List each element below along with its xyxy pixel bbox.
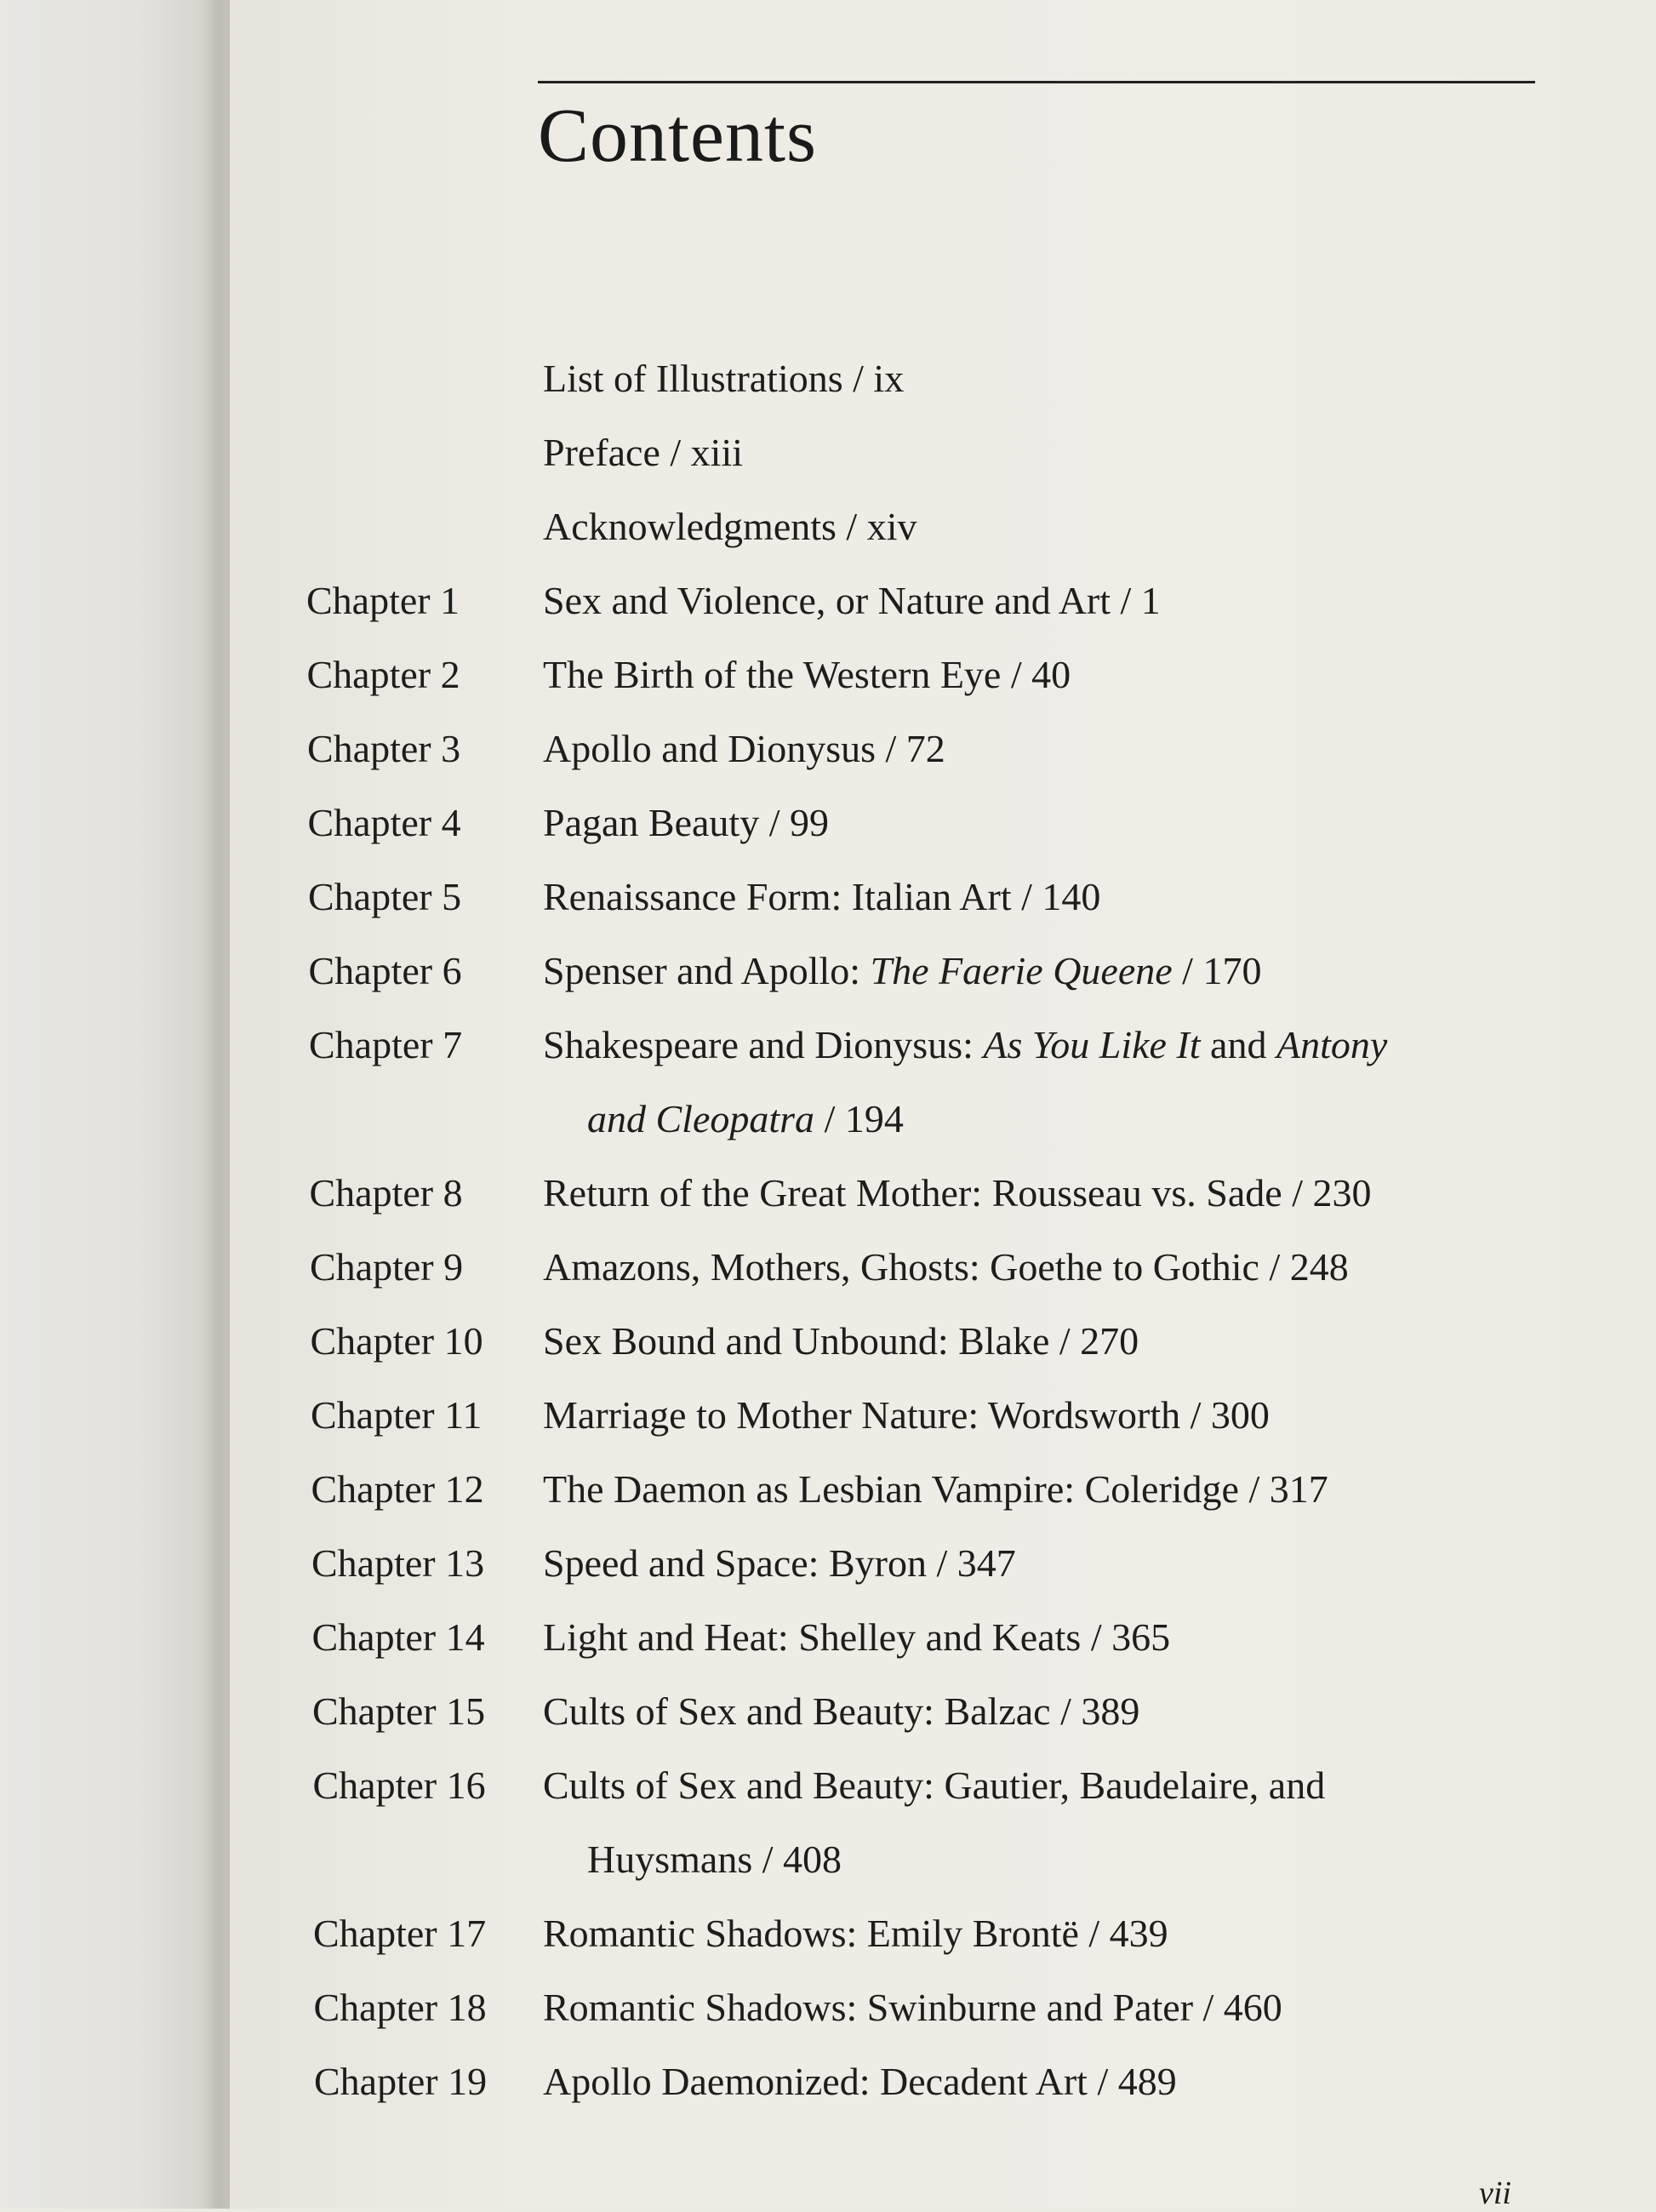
- chapter-number: Chapter 2: [306, 653, 460, 696]
- entry-text: Apollo Daemonized: Decadent Art / 489: [543, 2060, 1177, 2103]
- chapter-number: Chapter 12: [311, 1467, 484, 1511]
- entry-text: Light and Heat: Shelley and Keats / 365: [543, 1615, 1171, 1659]
- chapter-title: [543, 1320, 1139, 1363]
- chapter-title: [543, 1172, 1371, 1215]
- page: [230, 0, 1656, 2209]
- entry-text: Sex Bound and Unbound: Blake / 270: [543, 1319, 1139, 1363]
- chapter-number: Chapter 1: [306, 579, 460, 622]
- entry-text: Shakespeare and Dionysus:: [543, 1023, 984, 1066]
- entry-text: Apollo and Dionysus / 72: [543, 727, 945, 770]
- entry-text: The Daemon as Lesbian Vampire: Coleridge / 317: [543, 1467, 1328, 1511]
- chapter-title: [543, 1764, 1325, 1808]
- chapter-title: [543, 876, 1100, 919]
- chapter-title: [543, 1912, 1168, 1956]
- chapter-number: Chapter 15: [312, 1689, 486, 1733]
- entry-text: Speed and Space: Byron / 347: [543, 1541, 1016, 1585]
- entry-text: Romantic Shadows: Emily Brontë / 439: [543, 1912, 1168, 1955]
- entry-text: / 170: [1172, 949, 1262, 992]
- chapter-number: Chapter 5: [308, 875, 462, 918]
- chapter-number: Chapter 19: [314, 2060, 488, 2103]
- entry-title-italic: and Cleopatra: [587, 1097, 815, 1140]
- entry-title-italic: The Faerie Queene: [870, 949, 1173, 992]
- entry-text: Spenser and Apollo:: [543, 949, 871, 992]
- chapter-title: [543, 580, 1161, 623]
- page-title: Contents: [538, 94, 818, 178]
- entry-text: Sex and Violence, or Nature and Art / 1: [543, 579, 1161, 622]
- front-matter-item: Preface / xiii: [543, 431, 744, 474]
- entry-text: / 194: [814, 1097, 904, 1140]
- chapter-title: [543, 728, 945, 771]
- chapter-title: [543, 1616, 1170, 1660]
- chapter-title: [543, 1468, 1328, 1512]
- gutter-shadow: [197, 0, 231, 2209]
- chapter-number: Chapter 9: [310, 1245, 464, 1289]
- entry-text: Cults of Sex and Beauty: Gautier, Baudelaire, and: [543, 1763, 1326, 1807]
- chapter-number: Chapter 10: [310, 1319, 483, 1363]
- header-rule: [538, 81, 1535, 83]
- entry-title-italic: Antony: [1276, 1023, 1388, 1066]
- front-matter-item: Acknowledgments / xiv: [543, 505, 917, 548]
- chapter-number: Chapter 14: [311, 1615, 485, 1659]
- entry-title-italic: As You Like It: [983, 1023, 1201, 1066]
- chapter-title: [543, 1394, 1270, 1438]
- chapter-number: Chapter 7: [309, 1023, 463, 1066]
- entry-text: Pagan Beauty / 99: [543, 801, 829, 844]
- chapter-title: [543, 2061, 1177, 2104]
- entry-text: and: [1200, 1023, 1276, 1066]
- chapter-number: Chapter 13: [311, 1541, 485, 1585]
- entry-text: Marriage to Mother Nature: Wordsworth / 300: [543, 1393, 1270, 1437]
- chapter-title: [543, 802, 829, 845]
- entry-text: Renaissance Form: Italian Art / 140: [543, 875, 1101, 918]
- entry-text: Huysmans / 408: [587, 1838, 842, 1881]
- page-number: vii: [1479, 2175, 1511, 2211]
- chapter-title: [543, 1024, 1387, 1067]
- chapter-title: [543, 1690, 1139, 1734]
- chapter-title-continuation: [587, 1098, 904, 1141]
- chapter-number: Chapter 6: [308, 949, 462, 992]
- chapter-title: [543, 950, 1261, 993]
- chapter-number: Chapter 16: [312, 1763, 486, 1807]
- chapter-title: [543, 1542, 1016, 1586]
- book-gutter: [0, 0, 230, 2209]
- entry-text: Cults of Sex and Beauty: Balzac / 389: [543, 1689, 1140, 1733]
- chapter-title: [543, 1246, 1349, 1289]
- chapter-number: Chapter 8: [309, 1171, 463, 1215]
- chapter-title: [543, 1986, 1282, 2030]
- chapter-number: Chapter 4: [307, 801, 461, 844]
- chapter-number: Chapter 18: [313, 1986, 487, 2029]
- chapter-title-continuation: [587, 1838, 842, 1882]
- chapter-title: [543, 654, 1071, 697]
- entry-text: Return of the Great Mother: Rousseau vs. Sade / 230: [543, 1171, 1372, 1215]
- entry-text: The Birth of the Western Eye / 40: [543, 653, 1071, 696]
- entry-text: Amazons, Mothers, Ghosts: Goethe to Gothic / 248: [543, 1245, 1349, 1289]
- chapter-number: Chapter 11: [311, 1393, 483, 1437]
- entry-text: Romantic Shadows: Swinburne and Pater / 460: [543, 1986, 1282, 2029]
- chapter-number: Chapter 3: [307, 727, 461, 770]
- front-matter-item: List of Illustrations / ix: [543, 357, 905, 400]
- chapter-number: Chapter 17: [313, 1912, 487, 1955]
